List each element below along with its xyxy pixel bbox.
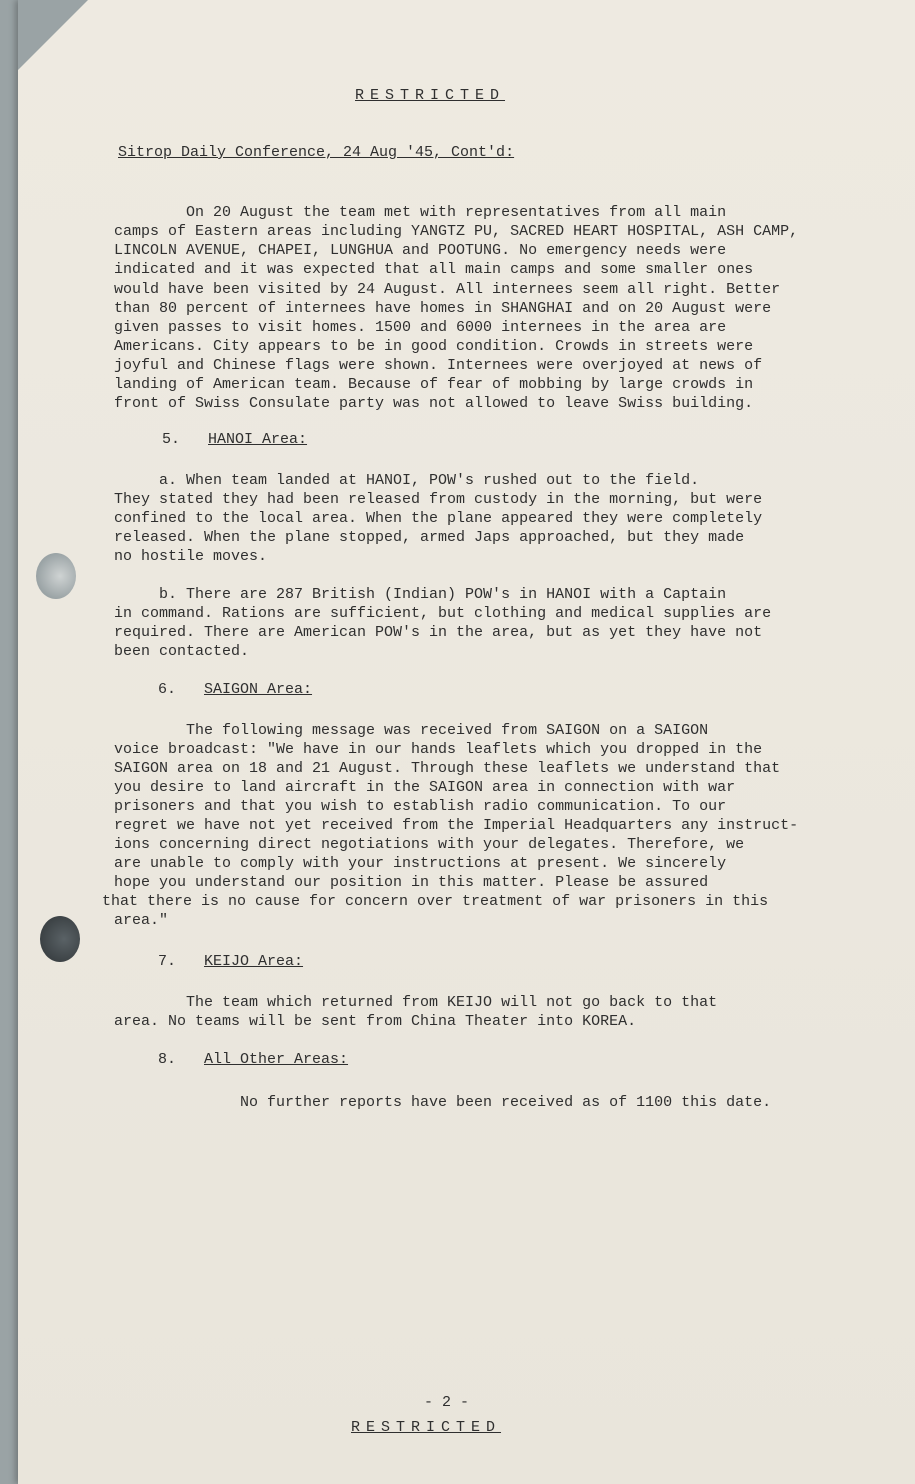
text-line: given passes to visit homes. 1500 and 6000 internees in the area are <box>114 319 727 336</box>
text-line: a. When team landed at HANOI, POW's rushed out to the field. <box>114 472 700 489</box>
text-line: On 20 August the team met with representatives from all main <box>114 204 727 221</box>
punch-hole <box>40 916 80 962</box>
folded-corner <box>18 0 88 70</box>
section-number: 5. <box>162 431 181 448</box>
text-line: The team which returned from KEIJO will not go back to that <box>114 994 718 1011</box>
text-line: landing of American team. Because of fear of mobbing by large crowds in <box>114 376 754 393</box>
section-number: 8. <box>158 1051 177 1068</box>
section-title-other-areas: All Other Areas: <box>204 1051 349 1068</box>
text-line: No further reports have been received as of 1100 this date. <box>168 1094 772 1111</box>
section-title-hanoi: HANOI Area: <box>208 431 308 448</box>
section-title-keijo: KEIJO Area: <box>204 953 304 970</box>
text-line: released. When the plane stopped, armed Japs approached, but they made <box>114 529 745 546</box>
header-classification: RESTRICTED <box>355 87 506 104</box>
text-line: b. There are 287 British (Indian) POW's in HANOI with a Captain <box>114 586 727 603</box>
text-line: Americans. City appears to be in good condition. Crowds in streets were <box>114 338 754 355</box>
footer-classification: RESTRICTED <box>351 1419 502 1436</box>
punch-hole <box>36 553 76 599</box>
text-line: SAIGON area on 18 and 21 August. Through these leaflets we understand that <box>114 760 781 777</box>
text-line: required. There are American POW's in the area, but as yet they have not <box>114 624 763 641</box>
text-line: you desire to land aircraft in the SAIGON area in connection with war <box>114 779 736 796</box>
text-line: The following message was received from SAIGON on a SAIGON <box>114 722 709 739</box>
text-line: are unable to comply with your instructions at present. We sincerely <box>114 855 727 872</box>
text-line: prisoners and that you wish to establish radio communication. To our <box>114 798 727 815</box>
page-number: - 2 - <box>424 1394 470 1411</box>
text-line: LINCOLN AVENUE, CHAPEI, LUNGHUA and POOTUNG. No emergency needs were <box>114 242 727 259</box>
text-line: hope you understand our position in this matter. Please be assured <box>114 874 709 891</box>
text-line: no hostile moves. <box>114 548 268 565</box>
text-line: They stated they had been released from custody in the morning, but were <box>114 491 763 508</box>
text-line: would have been visited by 24 August. All internees seem all right. Better <box>114 281 781 298</box>
text-line: indicated and it was expected that all main camps and some smaller ones <box>114 261 754 278</box>
text-line: area. No teams will be sent from China Theater into KOREA. <box>114 1013 637 1030</box>
text-line: camps of Eastern areas including YANGTZ PU, SACRED HEART HOSPITAL, ASH CAMP, <box>114 223 799 240</box>
section-title-saigon: SAIGON Area: <box>204 681 313 698</box>
text-line: joyful and Chinese flags were shown. Internees were overjoyed at news of <box>114 357 763 374</box>
document-page <box>18 0 915 1484</box>
text-line: front of Swiss Consulate party was not allowed to leave Swiss building. <box>114 395 754 412</box>
text-line: than 80 percent of internees have homes in SHANGHAI and on 20 August were <box>114 300 772 317</box>
section-number: 6. <box>158 681 177 698</box>
text-line: voice broadcast: "We have in our hands leaflets which you dropped in the <box>114 741 763 758</box>
section-number: 7. <box>158 953 177 970</box>
text-line: that there is no cause for concern over treatment of war prisoners in this <box>102 893 769 910</box>
text-line: area." <box>114 912 169 929</box>
text-line: regret we have not yet received from the Imperial Headquarters any instruct- <box>114 817 799 834</box>
text-line: in command. Rations are sufficient, but clothing and medical supplies are <box>114 605 772 622</box>
page-heading: Sitrop Daily Conference, 24 Aug '45, Cont'd: <box>118 144 515 161</box>
text-line: ions concerning direct negotiations with your delegates. Therefore, we <box>114 836 745 853</box>
text-line: been contacted. <box>114 643 250 660</box>
text-line: confined to the local area. When the plane appeared they were completely <box>114 510 763 527</box>
